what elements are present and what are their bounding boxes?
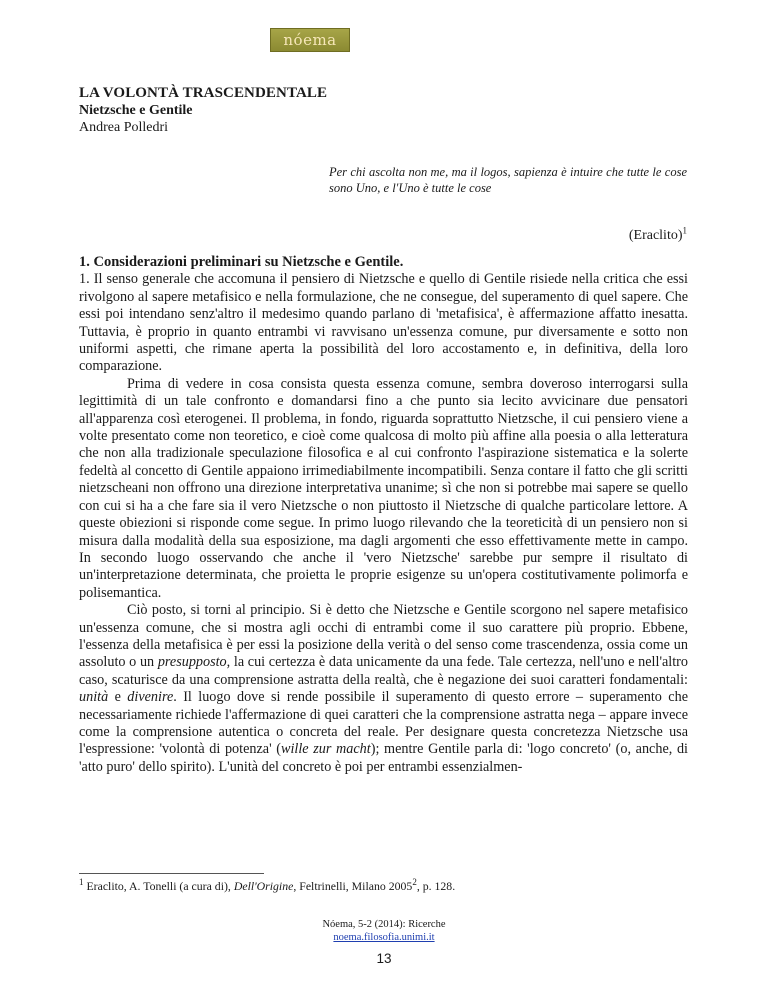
footnote-1	[79, 879, 688, 894]
article-subtitle: Nietzsche e Gentile	[79, 103, 193, 118]
footnote-text-c: , p. 128.	[416, 879, 456, 893]
noema-logo	[270, 28, 350, 52]
p3-text-e: ); mentre Gentile parla di: 'logo concreto' (o, anche, di 'atto puro' dello spirito). L'unità del concreto è poi per entrambi essenzialmen-	[79, 741, 688, 775]
epigraph-source	[329, 227, 687, 244]
p3-text-a: Ciò posto, si torni al principio. Si è detto che Nietzsche e Gentile scorgono nel sapere metafisico un'essenza comune, che si mostra agli occhi di entrambi come il suo carattere più proprio. Ebbene, l'essenza della metafisica è per essi la posizione della verità o del senso come trascendenza, ossia come un assoluto o un	[79, 602, 688, 671]
article-body	[79, 254, 688, 776]
epigraph-quote: Per chi ascolta non me, ma il logos, sapienza è intuire che tutte le cose sono Uno, e l'Uno è tutte le cose	[329, 165, 687, 195]
paragraph-1: 1. Il senso generale che accomuna il pensiero di Nietzsche e quello di Gentile risiede nella critica che essi rivolgono al sapere metafisico e nella formulazione, che ne consegue, del superamento di quel sapere. Che essi poi intendano senz'altro il medesimo quando parlano di 'metafisica', è affermazione affatto inesatta. Tuttavia, è proprio in quanto entrambi vi ravvisano un'essenza comune, pur diversamente e sotto non uniformi aspetti, che rimane aperta la possibilità del loro accostamento e, in definitiva, della loro comparazione.	[79, 271, 688, 375]
article-title: LA VOLONTÀ TRASCENDENTALE	[79, 85, 328, 101]
section-heading: 1. Considerazioni preliminari su Nietzsche e Gentile.	[79, 254, 404, 270]
footnote-text-a: Eraclito, A. Tonelli (a cura di),	[83, 879, 234, 893]
paragraph-2: Prima di vedere in cosa consista questa essenza comune, sembra doveroso interrogarsi sulla legittimità di un tale confronto e domandarsi fino a che punto sia lecito avvicinare due pensatori all'apparenza così eterogenei. Il problema, in fondo, riguarda soprattutto Nietzsche, il cui pensiero viene a volte presentato come non teoretico, e cioè come qualcosa di molto più affine alla poesia o alla letteratura che non alla tradizionale speculazione filosofica e al cui confronto l'aspirazione sistematica e la solerte fedeltà al concetto di Gentile appaiono irrimediabilmente incompatibili. Senza contare il fatto che gli scritti nietzscheani non offrono una direzione interpretativa unanime; sì che non si potrebbe mai sapere se quello con cui si ha a che fare sia il vero Nietzsche o non piuttosto il Nietzsche di qualche particolare lettore. A queste obiezioni si risponde come segue. In primo luogo rilevando che la teoreticità di un pensiero non si misura dalla modalità della sua esposizione, ma dagli argomenti che esso effettivamente mette in campo. In secondo luogo osservando che anche il 'vero Nietzsche' sarebbe pur sempre il risultato di un'interpretazione determinata, che proietta le proprie esigenze su un'opera costitutivamente polimorfa e polisemantica.	[79, 375, 688, 601]
epigraph-source-text: (Eraclito)	[628, 228, 683, 243]
page-number: 13	[376, 951, 392, 966]
footer-journal: Nóema, 5-2 (2014): Ricerche	[322, 919, 446, 930]
p3-italic-divenire: divenire	[127, 689, 174, 706]
p3-text-b: , la cui certezza è data unicamente da una fede. Tale certezza, nell'uno e nell'altro caso, scaturisce da una comprensione astratta della realtà, che è negazione dei suoi caratteri fondamentali:	[79, 654, 688, 688]
article-author: Andrea Polledri	[79, 120, 169, 135]
footnote-ref-1[interactable]: 1	[682, 225, 687, 236]
article-header	[79, 84, 699, 136]
footnote-number: 1	[79, 877, 84, 888]
footer-url-link[interactable]: noema.filosofia.unimi.it	[333, 932, 435, 943]
footnote-edition-sup: 2	[412, 877, 417, 888]
footnote-book-title: Dell'Origine	[233, 879, 294, 893]
footnote-text-b: , Feltrinelli, Milano 2005	[293, 879, 413, 893]
p3-italic-unita: unità	[79, 689, 109, 706]
p3-text-d: . Il luogo dove si rende possibile il superamento di questo errore – superamento che necessariamente richiede l'affermazione di quei caratteri che la comprensione astratta nega – appare invece come la comprensione autentica o concreta del reale. Per designare questa concretezza Nietzsche usa l'espressione: 'volontà di potenza' (	[79, 689, 688, 758]
paragraph-3	[79, 602, 688, 776]
footnote-divider	[79, 873, 264, 874]
logo-text: nóema	[283, 30, 337, 49]
p3-text-c: e	[108, 689, 128, 706]
p3-italic-presupposto: presupposto	[157, 654, 227, 671]
p3-italic-wille: wille zur macht	[281, 741, 371, 758]
